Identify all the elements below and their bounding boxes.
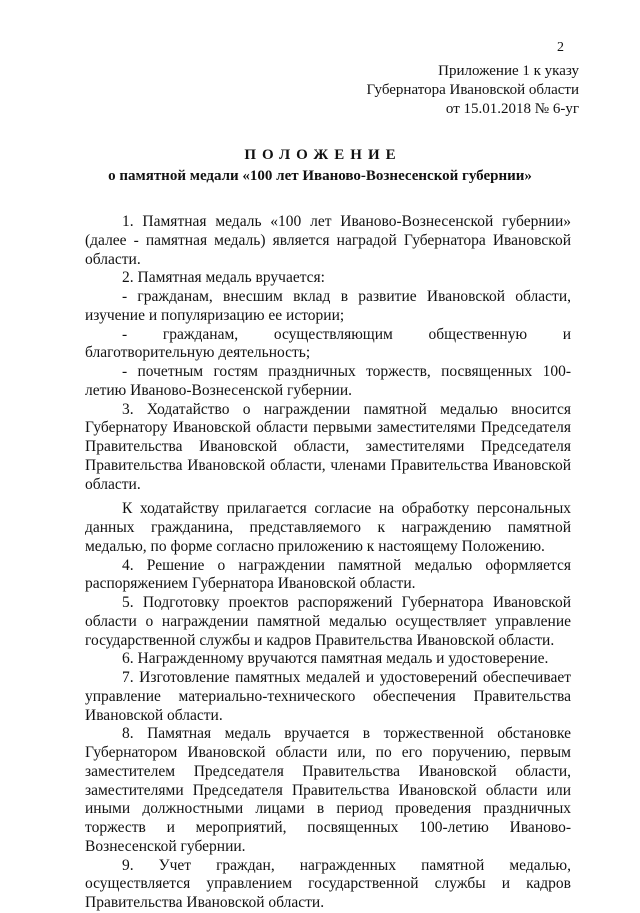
paragraph-6: 6. Награжденному вручаются памятная медаль и удостоверение. bbox=[122, 650, 549, 668]
page-number: 2 bbox=[557, 40, 564, 55]
paragraph-3: 3. Ходатайство о награждении памятной медалью вносится Губернатору Ивановской области первыми заместителями Председателя Правительства Ивановской области, заместителями Председателя Правительства Ивановской области, членами Правительства Ивановской области. bbox=[85, 400, 571, 493]
paragraph-8: 8. Памятная медаль вручается в торжественной обстановке Губернатором Ивановской области или, по его поручению, первым заместителем Председателя Правительства Ивановской области, заместителями Председателя Правительства Ивановской области или иными должностными лицами в период проведения праздничных торжеств и мероприятий, посвященных 100-летию Иваново-Вознесенской губернии. bbox=[85, 725, 571, 855]
appendix-line-1: Приложение 1 к указу bbox=[438, 63, 579, 79]
paragraph-1: 1. Памятная медаль «100 лет Иваново-Вознесенской губернии» (далее - памятная медаль) является наградой Губернатора Ивановской области. bbox=[85, 213, 571, 268]
paragraph-2: 2. Памятная медаль вручается: bbox=[122, 269, 325, 287]
document-subtitle: о памятной медали «100 лет Иваново-Вознесенской губернии» bbox=[108, 168, 532, 184]
paragraph-5: 5. Подготовку проектов распоряжений Губернатора Ивановской области о награждении памятной медалью осуществляет управление государственной службы и кадров Правительства Ивановской области. bbox=[85, 594, 571, 649]
document-title: ПОЛОЖЕНИЕ bbox=[244, 147, 402, 163]
paragraph-7: 7. Изготовление памятных медалей и удостоверений обеспечивает управление материально-технического обеспечения Правительства Ивановской области. bbox=[85, 669, 571, 724]
document-body bbox=[85, 213, 571, 913]
paragraph-2-item-2: - гражданам, осуществляющим общественную и благотворительную деятельность; bbox=[85, 325, 571, 362]
paragraph-2-item-1: - гражданам, внесшим вклад в развитие Ивановской области, изучение и популяризацию ее истории; bbox=[85, 288, 571, 324]
paragraph-9: 9. Учет граждан, награжденных памятной медалью, осуществляется управлением государственной службы и кадров Правительства Ивановской области. bbox=[85, 856, 571, 911]
appendix-reference bbox=[366, 62, 579, 119]
paragraph-4: 4. Решение о награждении памятной медалью оформляется распоряжением Губернатора Ивановской области. bbox=[85, 556, 571, 593]
paragraph-2-item-3: - почетным гостям праздничных торжеств, посвященных 100-летию Иваново-Вознесенской губернии. bbox=[85, 363, 571, 399]
appendix-line-3: от 15.01.2018 № 6-уг bbox=[445, 101, 579, 117]
document-title-block bbox=[0, 145, 640, 186]
appendix-line-2: Губернатора Ивановской области bbox=[366, 82, 579, 98]
paragraph-3-note: К ходатайству прилагается согласие на обработку персональных данных гражданина, представляемого к награждению памятной медалью, по форме согласно приложению к настоящему Положению. bbox=[85, 500, 571, 555]
